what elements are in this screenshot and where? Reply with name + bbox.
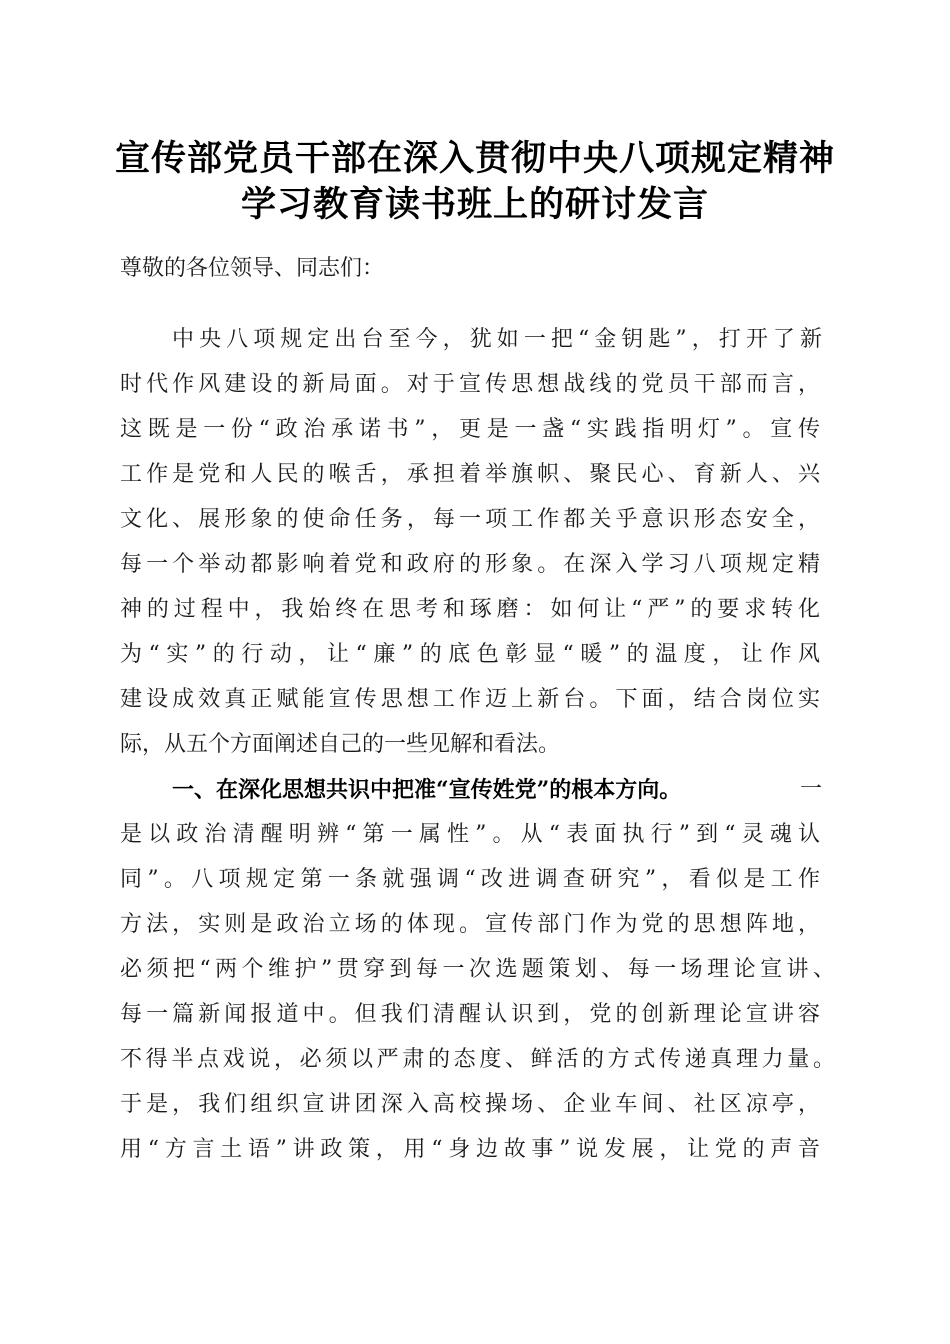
paragraph-line: 工作是党和人民的喉舌，承担着举旗帜、聚民心、育新人、兴 bbox=[120, 462, 820, 487]
paragraph-line: 每一个举动都影响着党和政府的形象。在深入学习八项规定精 bbox=[120, 552, 820, 577]
section-1-heading: 一、在深化思想共识中把准“宣传姓党”的根本方向。 bbox=[172, 777, 682, 803]
paragraph-line: 方法，实则是政治立场的体现。宣传部门作为党的思想阵地， bbox=[120, 912, 820, 937]
paragraph-line: 神的过程中，我始终在思考和琢磨：如何让“严”的要求转化 bbox=[120, 597, 820, 622]
paragraph-line: 必须把“两个维护”贯穿到每一次选题策划、每一场理论宣讲、 bbox=[120, 957, 835, 982]
paragraph-line: 际，从五个方面阐述自己的一些见解和看法。 bbox=[120, 732, 561, 757]
section-1-heading-line bbox=[172, 775, 822, 805]
paragraph-line: 不得半点戏说，必须以严肃的态度、鲜活的方式传递真理力量。 bbox=[120, 1047, 835, 1072]
paragraph-line: 于是，我们组织宣讲团深入高校操场、企业车间、社区凉亭， bbox=[120, 1092, 820, 1117]
paragraph-line: 这既是一份“政治承诺书”，更是一盏“实践指明灯”。宣传 bbox=[120, 417, 820, 442]
document-title-line-1: 宣传部党员干部在深入贯彻中央八项规定精神 bbox=[114, 138, 835, 179]
paragraph-line: 是以政治清醒明辨“第一属性”。从“表面执行”到“灵魂认 bbox=[120, 822, 820, 847]
paragraph-line: 用“方言土语”讲政策，用“身边故事”说发展，让党的声音 bbox=[120, 1137, 820, 1162]
document-title-line-2: 学习教育读书班上的研讨发言 bbox=[240, 184, 709, 225]
paragraph-line: 文化、展形象的使命任务，每一项工作都关乎意识形态安全， bbox=[120, 507, 820, 532]
paragraph-line: 时代作风建设的新局面。对于宣传思想战线的党员干部而言， bbox=[120, 372, 820, 397]
salutation: 尊敬的各位领导、同志们： bbox=[120, 256, 385, 281]
paragraph-line: 中央八项规定出台至今，犹如一把“金钥匙”，打开了新 bbox=[172, 327, 822, 352]
paragraph-line: 为“实”的行动，让“廉”的底色彰显“暖”的温度，让作风 bbox=[120, 642, 820, 667]
paragraph-line: 每一篇新闻报道中。但我们清醒认识到，党的创新理论宣讲容 bbox=[120, 1002, 820, 1027]
paragraph-line: 同”。八项规定第一条就强调“改进调查研究”，看似是工作 bbox=[120, 867, 820, 892]
paragraph-line: 建设成效真正赋能宣传思想工作迈上新台。下面，结合岗位实 bbox=[120, 687, 820, 712]
section-1-heading-tail: 一 bbox=[799, 777, 822, 802]
